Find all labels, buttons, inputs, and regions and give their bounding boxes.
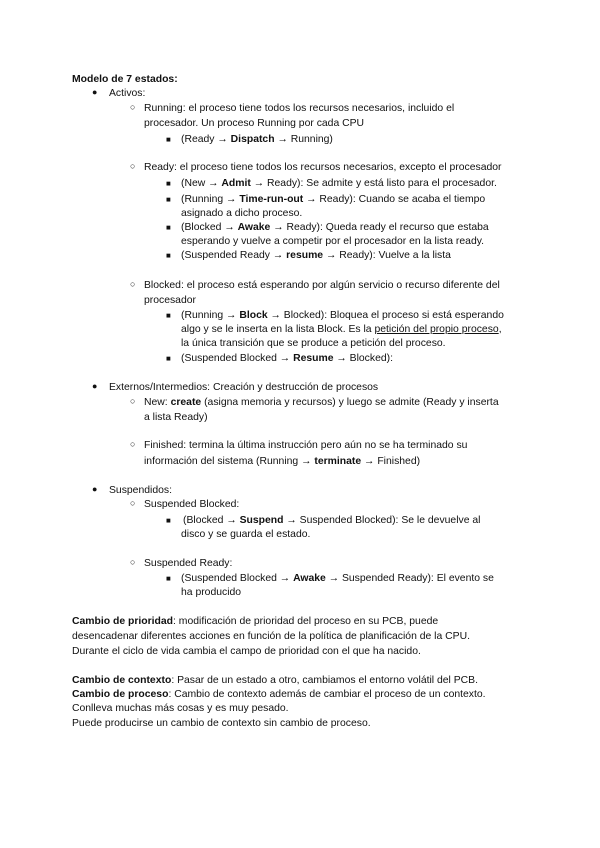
circle-bullet: ○ <box>130 279 136 289</box>
ready-transition-timeout: (Running → Time-run-out → Ready): Cuando se acaba el tiempo <box>181 194 486 205</box>
blocked-line-1: Blocked: el proceso está esperando por algún servicio o recurso diferente del <box>144 280 500 291</box>
circle-bullet: ○ <box>130 102 136 112</box>
suspended-ready-transition: (Suspended Blocked → Awake → Suspended Ready): El evento se <box>181 573 494 584</box>
circle-bullet: ○ <box>130 161 136 171</box>
suspended-blocked-transition-line-2: disco y se guarda el estado. <box>181 529 311 540</box>
disc-bullet: ● <box>92 381 98 391</box>
square-bullet: ■ <box>166 223 171 232</box>
square-bullet: ■ <box>166 574 171 583</box>
section-externos: Externos/Intermedios: Creación y destrucción de procesos <box>109 382 379 393</box>
suspended-blocked-transition: (Blocked → Suspend → Suspended Blocked): Se le devuelve al <box>183 515 481 526</box>
circle-bullet: ○ <box>130 557 136 567</box>
circle-bullet: ○ <box>130 498 136 508</box>
suspended-ready-label: Suspended Ready: <box>144 558 233 569</box>
square-bullet: ■ <box>166 311 171 320</box>
proceso-line-2: Conlleva muchas más cosas y es muy pesado. <box>72 703 289 714</box>
section-suspendidos: Suspendidos: <box>109 485 172 496</box>
ready-transition-awake-line-2: esperando y vuelve a competir por el procesador en la lista ready. <box>181 236 485 247</box>
square-bullet: ■ <box>166 179 171 188</box>
suspended-ready-transition-line-2: ha producido <box>181 587 242 598</box>
square-bullet: ■ <box>166 354 171 363</box>
ready-transition-resume: (Suspended Ready → resume → Ready): Vuelve a la lista <box>181 250 451 261</box>
blocked-transition-block: (Running → Block → Blocked): Bloquea el proceso si está esperando <box>181 310 504 321</box>
ready-transition-admit: (New → Admit → Ready): Se admite y está listo para el procesador. <box>181 178 497 189</box>
suspended-blocked-label: Suspended Blocked: <box>144 499 240 510</box>
finished-line-1: Finished: termina la última instrucción pero aún no se ha terminado su <box>144 440 468 451</box>
ready-line-1: Ready: el proceso tiene todos los recursos necesarios, excepto el procesador <box>144 162 502 173</box>
square-bullet: ■ <box>166 251 171 260</box>
new-line-1: New: create (asigna memoria y recursos) y luego se admite (Ready y inserta <box>144 397 499 408</box>
disc-bullet: ● <box>92 87 98 97</box>
circle-bullet: ○ <box>130 396 136 406</box>
ready-transition-awake: (Blocked → Awake → Ready): Queda ready el recurso que estaba <box>181 222 489 233</box>
contexto-line-1: Cambio de contexto: Pasar de un estado a otro, cambiamos el entorno volátil del PCB. <box>72 675 479 686</box>
running-line-2: procesador. Un proceso Running por cada CPU <box>144 118 365 129</box>
finished-line-2: información del sistema (Running → terminate → Finished) <box>144 456 421 467</box>
square-bullet: ■ <box>166 516 171 525</box>
underlined-phrase: petición del propio proceso <box>374 324 499 335</box>
proceso-line-1: Cambio de proceso: Cambio de contexto además de cambiar el proceso de un contexto. <box>72 689 486 700</box>
blocked-line-2: procesador <box>144 295 196 306</box>
circle-bullet: ○ <box>130 439 136 449</box>
square-bullet: ■ <box>166 135 171 144</box>
blocked-transition-resume: (Suspended Blocked → Resume → Blocked): <box>181 353 393 364</box>
proceso-line-3: Puede producirse un cambio de contexto sin cambio de proceso. <box>72 718 371 729</box>
disc-bullet: ● <box>92 484 98 494</box>
square-bullet: ■ <box>166 195 171 204</box>
page-title: Modelo de 7 estados: <box>72 74 178 85</box>
prioridad-line-3: Durante el ciclo de vida cambia el campo de prioridad con el que ha nacido. <box>72 646 421 657</box>
ready-transition-timeout-line-2: asignado a dicho proceso. <box>181 208 303 219</box>
prioridad-line-2: desencadenar diferentes acciones en función de la política de planificación de la CPU. <box>72 631 470 642</box>
running-line-1: Running: el proceso tiene todos los recursos necesarios, incluido el <box>144 103 455 114</box>
blocked-transition-block-line-2: algo y se le inserta en la lista Block. Es la petición del propio proceso, <box>181 324 502 335</box>
blocked-transition-block-line-3: la única transición que se produce a petición del proceso. <box>181 338 446 349</box>
running-transition: (Ready → Dispatch → Running) <box>181 134 333 145</box>
new-line-2: a lista Ready) <box>144 412 208 423</box>
prioridad-line-1: Cambio de prioridad: modificación de prioridad del proceso en su PCB, puede <box>72 616 439 627</box>
section-activos: Activos: <box>109 88 146 99</box>
